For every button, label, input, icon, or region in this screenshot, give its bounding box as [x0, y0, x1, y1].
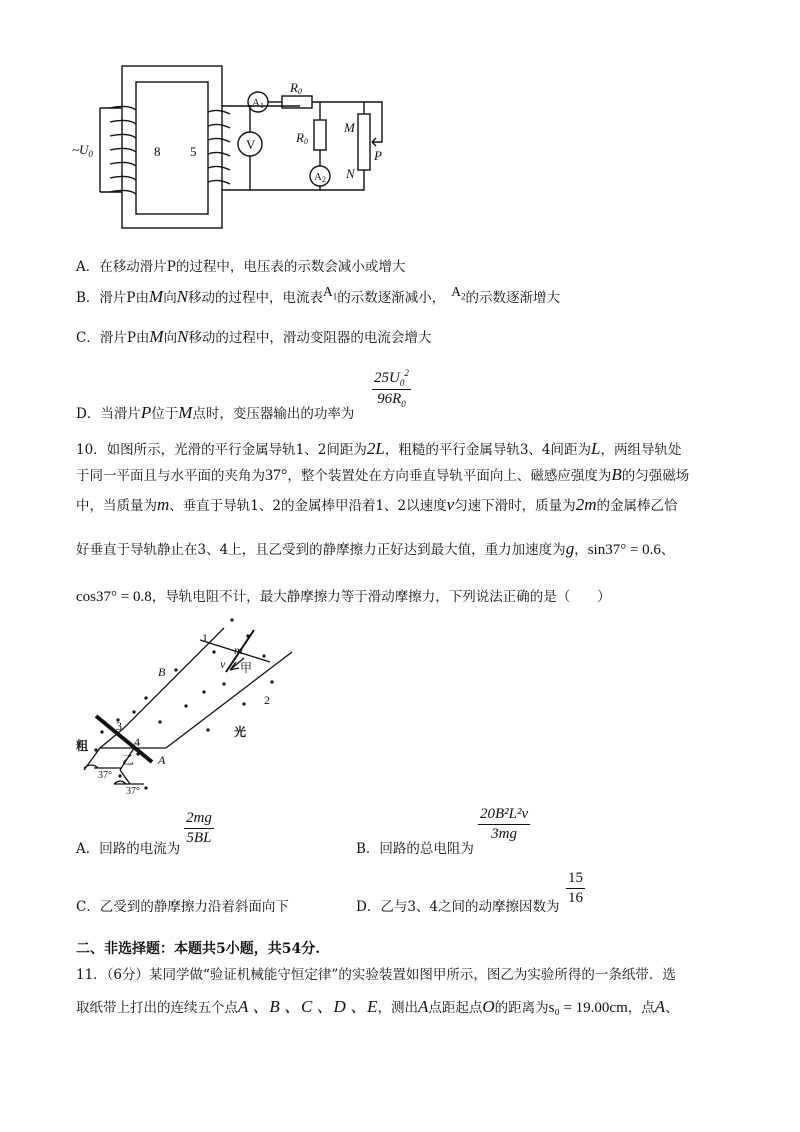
svg-text:A2: A2	[314, 171, 326, 184]
q10-option-c: C．乙受到的静摩擦力沿着斜面向下	[76, 899, 289, 915]
smooth-label: 光	[234, 725, 247, 739]
slider-p-label: P	[374, 148, 382, 163]
transformer-circuit-figure	[70, 60, 400, 235]
section-heading: 二、非选择题：本题共5小题，共54分.	[76, 941, 321, 957]
point-a-label: A	[158, 753, 166, 767]
q10-option-b: B．回路的总电阻为	[356, 841, 474, 857]
q10-option-d-fraction: $\frac{15}{16}$	[568, 870, 583, 906]
q10-option-a-fraction: $\frac{2mg}{5BL}$	[186, 810, 212, 846]
q9-option-b: B．滑片P由M向N移动的过程中，电流表$A_1$的示数逐渐减小， $A_2$的示数逐渐增大	[76, 284, 561, 306]
q10-line5: cos37° = 0.8，导轨电阻不计，最大静摩擦力等于滑动摩擦力，下列说法正确的是（ ）	[76, 589, 611, 605]
ammeter1-label: A	[252, 97, 260, 109]
mass-m-label: m	[234, 643, 243, 657]
velocity-v-label: v	[220, 657, 226, 671]
q10-line2: 于同一平面且与水平面的夹角为37°，整个装置处在方向垂直导轨平面向上、磁感应强度为B的匀强磁场	[76, 465, 690, 484]
svg-text:A1: A1	[252, 97, 264, 110]
rail-1-label: 1	[202, 631, 208, 645]
svg-text:~U0: $\sim U_0$	[72, 142, 93, 159]
q9-option-a: A．在移动滑片P的过程中，电压表的示数会减小或增大	[76, 259, 406, 275]
svg-text:R0: R0	[296, 130, 308, 146]
q10-option-d: D．乙与3、4之间的动摩擦因数为	[356, 899, 560, 915]
angle-label-1: 37°	[98, 770, 112, 781]
resistor-mid-label: R	[296, 130, 304, 145]
q11-line2: 取纸带上打出的连续五个点A 、B 、C 、D 、E，测出A点距起点O的距离为s₀ = 19.00cm，点A、	[76, 997, 679, 1016]
secondary-turns: 5	[190, 144, 197, 159]
bar-yi-label: 乙	[122, 753, 135, 767]
rail-4-label: 4	[134, 735, 140, 749]
rheostat-n-label: N	[346, 166, 355, 181]
rail-3-label: 3	[116, 719, 122, 733]
svg-text:R0: R0	[290, 80, 302, 96]
q9-power-fraction: $\frac{25U_0^2}{96R_0}$	[374, 368, 409, 409]
ammeter2-label: A	[314, 171, 322, 183]
q11-line1: 11．（6分）某同学做“验证机械能守恒定律”的实验装置如图甲所示，图乙为实验所得的一条纸带．选	[76, 967, 676, 983]
rail-2-label: 2	[264, 693, 270, 707]
q10-option-b-fraction: $\frac{\text{20B²L²v}}{3mg}$	[480, 806, 529, 842]
q9-option-d: D．当滑片P位于M点时，变压器输出的功率为	[76, 403, 355, 422]
angle-label-2: 37°	[126, 786, 140, 797]
primary-turns: 8	[154, 144, 161, 159]
q10-option-a: A．回路的电流为	[76, 841, 181, 857]
rails-figure	[74, 612, 314, 800]
q9-option-c: C．滑片P由M向N移动的过程中，滑动变阻器的电流会增大	[76, 327, 432, 346]
rough-label: 粗	[76, 739, 89, 753]
q10-line4: 好垂直于导轨静止在3、4上，且乙受到的静摩擦力正好达到最大值，重力加速度为g，sin37° = 0.6、	[76, 539, 675, 558]
point-b-label: B	[158, 665, 166, 679]
voltmeter-label: V	[246, 137, 256, 152]
source-label: ~U	[72, 142, 89, 157]
resistor-top-label: R	[290, 80, 298, 95]
rheostat-m-label: M	[344, 120, 355, 135]
q10-line1: 10．如图所示，光滑的平行金属导轨1、2间距为2L，粗糙的平行金属导轨3、4间距为L，两组导轨处	[76, 439, 682, 458]
bar-jia-label: 甲	[240, 661, 253, 675]
q10-line3: 中，当质量为m、垂直于导轨1、2的金属棒甲沿着1、2以速度v匀速下滑时，质量为2m的金属棒乙恰	[76, 495, 678, 514]
